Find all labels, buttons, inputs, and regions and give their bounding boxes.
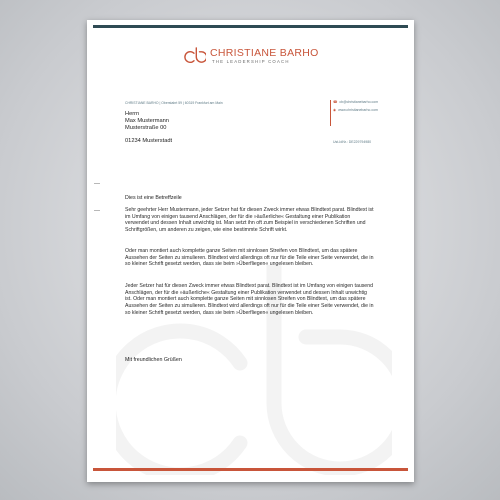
punch-mark <box>94 210 100 211</box>
contact-email-text: cb@christianebarho.com <box>339 100 379 104</box>
sender-return-line: CHRISTIANE BARHO | Oberstabrt 59 | 60319 Frankfurt am Main <box>125 101 223 105</box>
web-icon: ◉ <box>333 108 337 112</box>
contact-web <box>333 108 378 112</box>
subject-line: Dies ist eine Betreffzeile <box>125 195 182 201</box>
fold-mark <box>94 183 100 184</box>
letterhead-page <box>87 20 414 482</box>
contact-web-text: www.christianebarho.com <box>338 108 378 112</box>
recipient-salutation: Herrn <box>125 111 140 117</box>
top-accent-bar <box>93 25 408 28</box>
bottom-accent-bar <box>93 468 408 471</box>
contact-email <box>333 100 378 104</box>
logo-tagline: THE LEADERSHIP COACH <box>212 59 290 64</box>
logo-name: CHRISTIANE BARHO <box>210 47 319 59</box>
contact-divider <box>330 100 331 126</box>
closing-greeting: Mit freundlichen Grüßen <box>125 357 182 363</box>
body-paragraph: Oder man montiert auch komplette ganze Seiten mit sinnlosen Streifen von Blindtext, um das spätere Aussehen der Seiten zu simulieren. Blindtext wird allerdings oft nur für die Teile einer Seite verwendet, die in so kleiner Schrift gesetzt werden, dass sie beim »Überfliegen« ungelesen bleiben. <box>125 248 374 268</box>
recipient-city: 01234 Musterstadt <box>125 138 173 144</box>
cb-monogram-icon <box>184 45 206 67</box>
recipient-name: Max Mustermann <box>125 118 169 124</box>
phone-icon: ☎ <box>333 100 338 104</box>
body-paragraph: Sehr geehrter Herr Mustermann, jeder Setzer hat für diesen Zweck immer etwas Blindtext parat. Blindtext ist im Umfang von einigen tausend Anschlägen, der für die »äußerliche« Gestaltung einer Publikation verwendet und dessen Inhalt unwichtig ist. Man setzt ihn oft zum Beispiel in verschiedenen Schriften und Schriftgrößen, um anderen zu zeigen, wie eine bestimmte Schrift wirkt. <box>125 207 374 234</box>
body-paragraph: Jeder Setzer hat für diesen Zweck immer etwas Blindtext parat. Blindtext ist im Umfang von einigen tausend Anschlägen, der für die »äußerliche« Gestaltung einer Publikation verwendet und dessen Inhalt unwichtig ist. Oder man montiert auch komplette ganze Seiten mit sinnlosen Streifen von Blindtext, um das spätere Aussehen der Seiten zu simulieren. Blindtext wird allerdings oft nur für die Teile einer Seite verwendet, die in so kleiner Schrift gesetzt werden, dass sie beim »Überfliegen« ungelesen bleiben. <box>125 283 374 316</box>
tax-id: Ust-IdNr.: DE229794980 <box>333 140 372 144</box>
recipient-street: Musterstraße 00 <box>125 125 167 131</box>
